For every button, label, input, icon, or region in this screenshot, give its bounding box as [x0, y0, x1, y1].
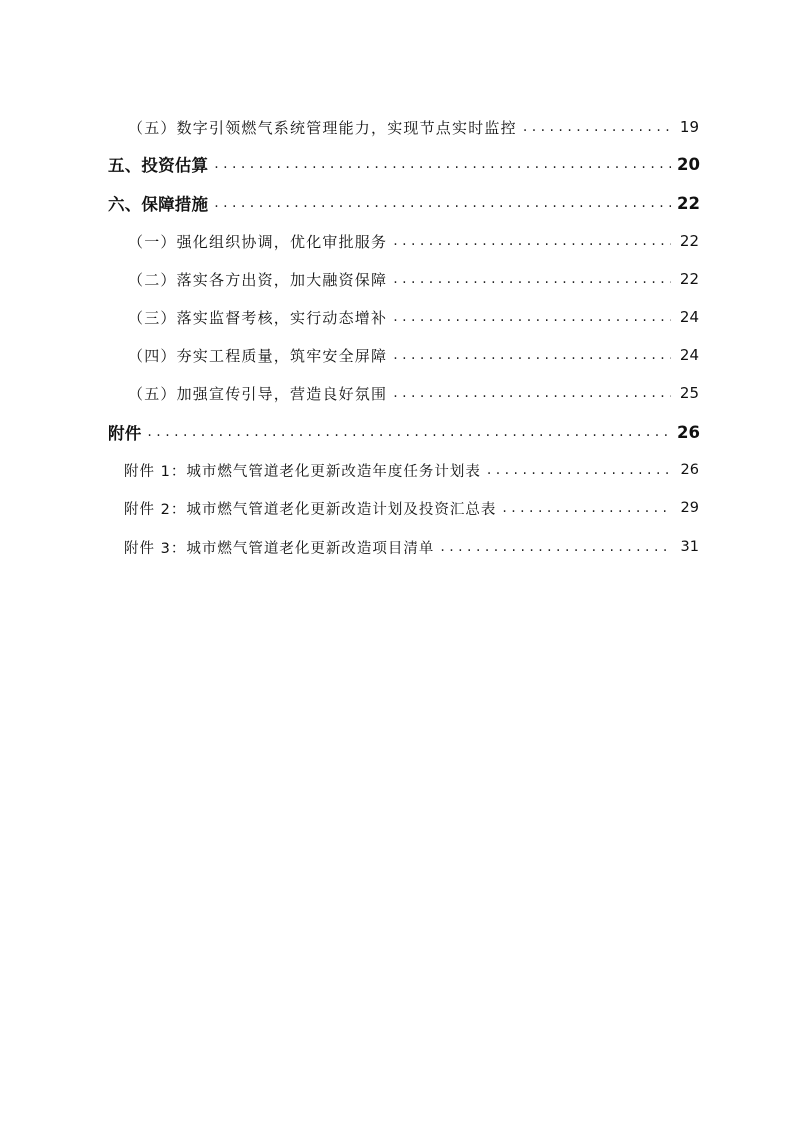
- toc-leader-dots: [393, 305, 671, 329]
- toc-entry-page: 31: [680, 539, 699, 555]
- toc-entry-page: 26: [677, 422, 700, 442]
- toc-entry-title: （三）落实监督考核，实行动态增补: [128, 308, 388, 327]
- toc-entry-6-2[interactable]: [128, 267, 699, 291]
- toc-leader-dots: [147, 420, 671, 444]
- toc-entry-title: （四）夯实工程质量，筑牢安全屏障: [128, 346, 388, 365]
- toc-entry-6-3[interactable]: [128, 305, 699, 329]
- toc-entry-6-4[interactable]: [128, 343, 699, 367]
- toc-entry-appendix-1[interactable]: [124, 458, 699, 482]
- toc-leader-dots: [523, 115, 671, 139]
- toc-entry-page: 24: [679, 308, 699, 326]
- toc-entry-title: （五）数字引领燃气系统管理能力，实现节点实时监控: [128, 118, 517, 137]
- toc-leader-dots: [487, 458, 671, 482]
- toc-entry-page: 22: [677, 193, 700, 213]
- toc-leader-dots: [393, 343, 671, 367]
- toc-entry-page: 24: [679, 346, 699, 364]
- toc-entry-title: 六、保障措施: [108, 195, 209, 214]
- toc-entry-page: 29: [680, 500, 699, 516]
- toc-entry-page: 22: [679, 232, 699, 250]
- toc-entry-5[interactable]: [108, 152, 700, 176]
- toc-entry-6-5[interactable]: [128, 381, 699, 405]
- toc-entry-page: 19: [679, 118, 699, 136]
- toc-entry-title: 附件 1：城市燃气管道老化更新改造年度任务计划表: [124, 463, 481, 480]
- toc-entry-page: 26: [680, 462, 699, 478]
- toc-entry-page: 25: [679, 384, 699, 402]
- toc-leader-dots: [214, 152, 671, 176]
- toc-entry-page: 22: [679, 270, 699, 288]
- toc-entry-appendix-3[interactable]: [124, 535, 699, 559]
- toc-entry-title: 附件: [108, 424, 142, 443]
- toc-entry-5-5[interactable]: [128, 115, 699, 139]
- toc-leader-dots: [393, 381, 671, 405]
- toc-entry-6[interactable]: [108, 191, 700, 215]
- toc-leader-dots: [502, 496, 671, 520]
- toc-entry-page: 20: [677, 154, 700, 174]
- toc-entry-title: 附件 3：城市燃气管道老化更新改造项目清单: [124, 540, 435, 557]
- toc-leader-dots: [440, 535, 671, 559]
- toc-entry-title: 五、投资估算: [108, 156, 209, 175]
- toc-entry-appendix[interactable]: [108, 420, 700, 444]
- toc-entry-title: （一）强化组织协调，优化审批服务: [128, 232, 388, 251]
- toc-leader-dots: [214, 191, 671, 215]
- toc-entry-6-1[interactable]: [128, 229, 699, 253]
- toc-entry-title: 附件 2：城市燃气管道老化更新改造计划及投资汇总表: [124, 501, 497, 518]
- toc-leader-dots: [393, 229, 671, 253]
- toc-entry-title: （二）落实各方出资，加大融资保障: [128, 270, 388, 289]
- toc-leader-dots: [393, 267, 671, 291]
- toc-entry-appendix-2[interactable]: [124, 496, 699, 520]
- toc-entry-title: （五）加强宣传引导，营造良好氛围: [128, 384, 388, 403]
